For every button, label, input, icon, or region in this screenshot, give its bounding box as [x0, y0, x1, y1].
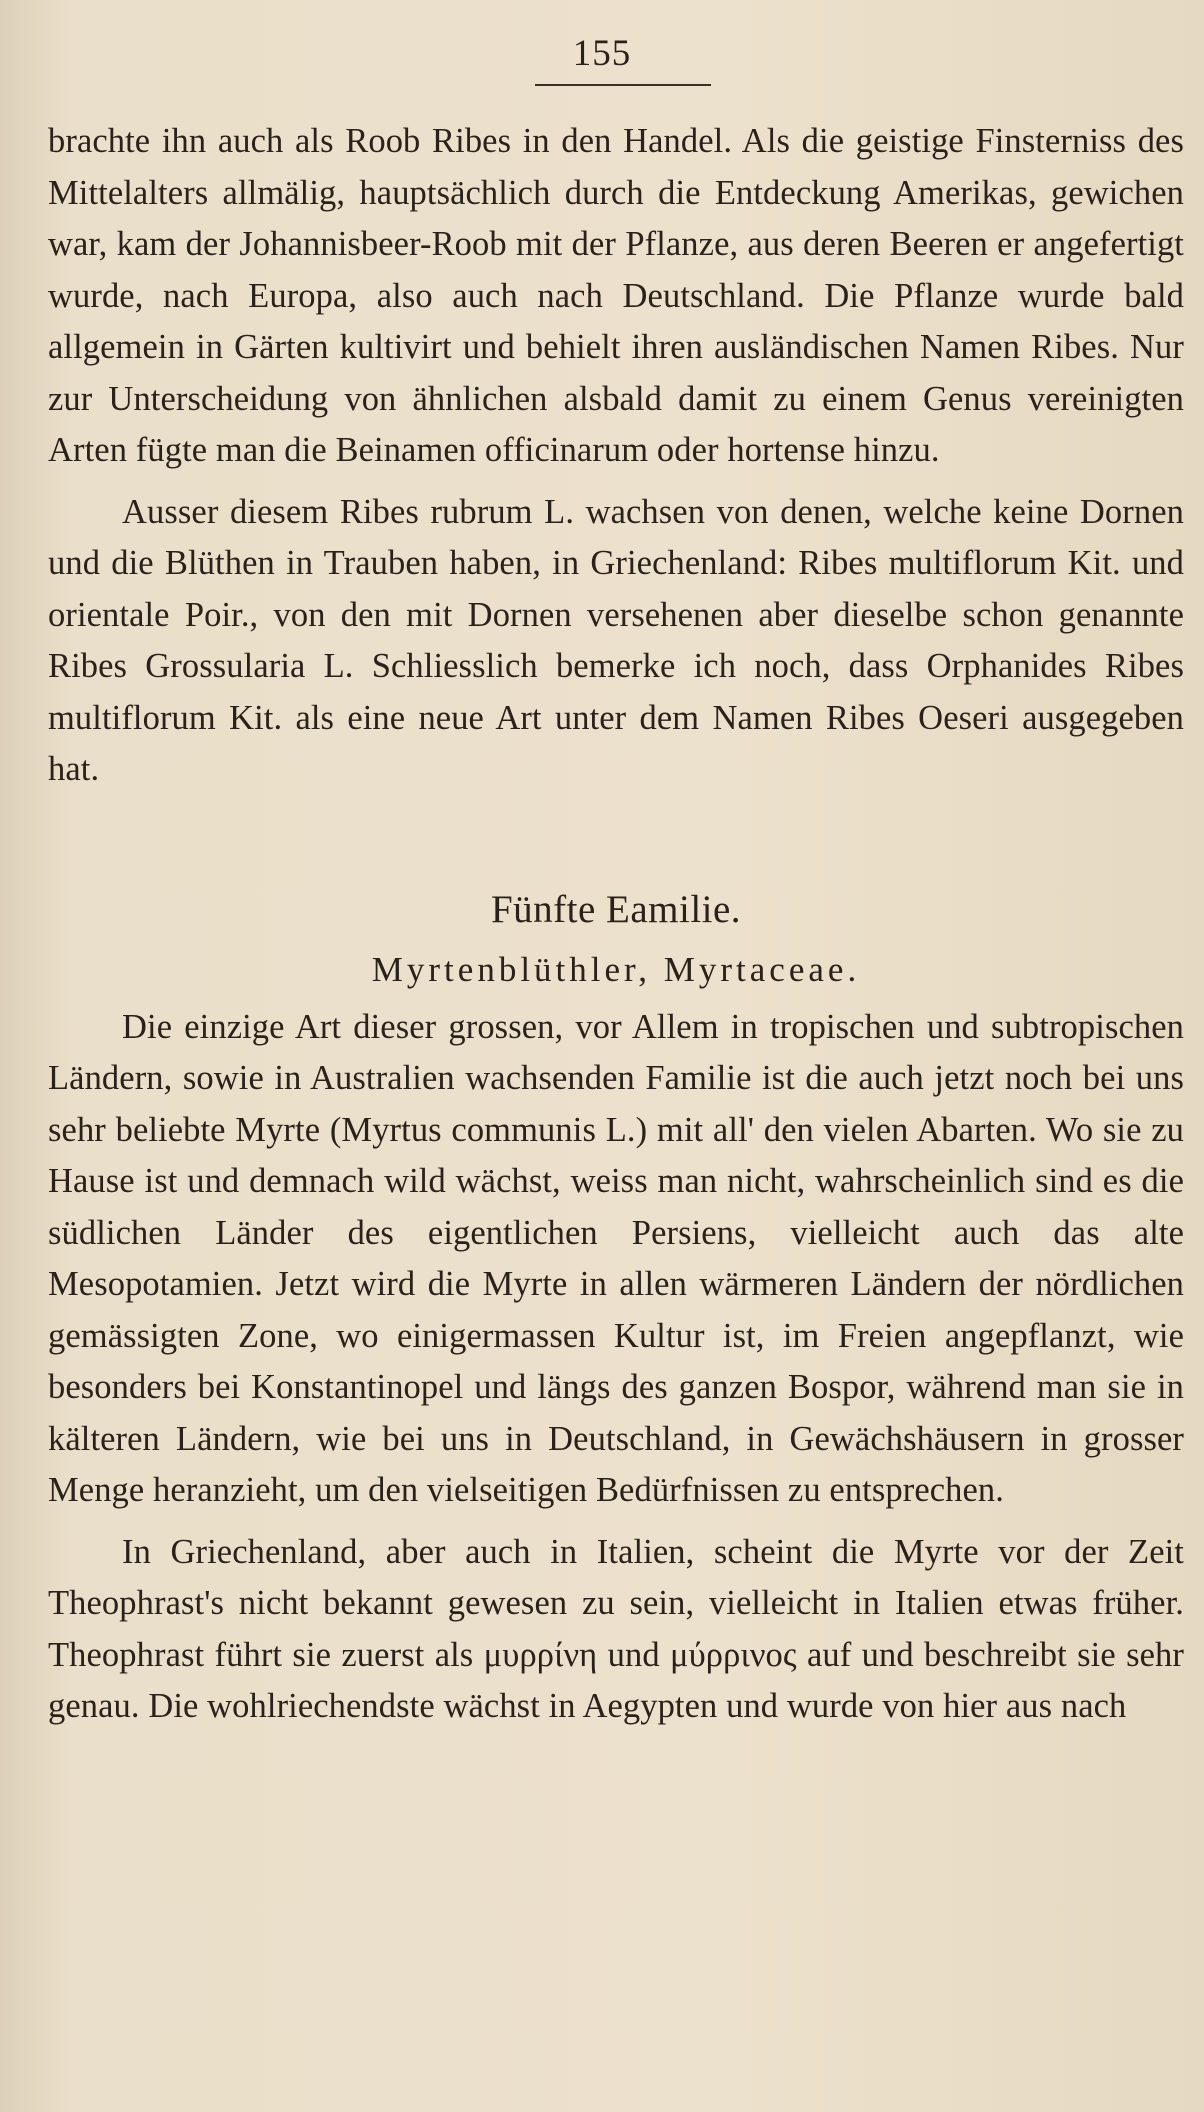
paragraph-myrtle-distribution: Die einzige Art dieser grossen, vor Allem in tropischen und subtropischen Ländern, sowie in Australien wachsenden Familie ist die auch jetzt noch bei uns sehr beliebte Myrte (Myrtus communis L.) mit all' den vielen Abarten. Wo sie zu Hause ist und demnach wild wächst, weiss man nicht, wahrscheinlich sind es die südlichen Länder des eigentlichen Persiens, vielleicht auch das alte Mesopotamien. Jetzt wird die Myrte in allen wärmeren Ländern der nördlichen gemässigten Zone, wo einigermassen Kultur ist, im Freien angepflanzt, wie besonders bei Konstantinopel und längs des ganzen Bospor, während man sie in kälteren Ländern, wie bei uns in Deutschland, in Gewächshäusern in grosser Menge heranzieht, um den vielseitigen Bedürfnissen zu entsprechen. — [48, 1007, 1184, 1509]
paragraph-myrtle-history: In Griechenland, aber auch in Italien, scheint die Myrte vor der Zeit Theophrast's nicht bekannt gewesen zu sein, vielleicht in Italien etwas früher. Theophrast führt sie zuerst als μυρρίνη und μύρρινος auf und beschreibt sie sehr genau. Die wohlriechendste wächst in Aegypten und wurde von hier aus nach — [48, 1532, 1184, 1725]
page-number: 155 — [572, 33, 632, 74]
body-text — [48, 116, 1184, 1733]
section-heading — [48, 882, 1184, 996]
paragraph-continued: brachte ihn auch als Roob Ribes in den Handel. Als die geistige Finsterniss des Mittelalters allmälig, hauptsächlich durch die Entdeckung Amerikas, gewichen war, kam der Johannisbeer-Roob mit der Pflanze, aus deren Beeren er angefertigt wurde, nach Europa, also auch nach Deutschland. Die Pflanze wurde bald allgemein in Gärten kultivirt und behielt ihren ausländischen Namen Ribes. Nur zur Unterscheidung von ähnlichen alsbald damit zu einem Genus vereinigten Arten fügte man die Beinamen officinarum oder hortense hinzu. — [48, 122, 1184, 469]
section-subtitle: Myrtenblüthler, Myrtaceae. — [371, 949, 861, 989]
page-number-rule — [535, 84, 711, 86]
paragraph-ribes-species: Ausser diesem Ribes rubrum L. wachsen von denen, welche keine Dornen und die Blüthen in Trauben haben, in Griechenland: Ribes multiflorum Kit. und orientale Poir., von den mit Dornen versehenen aber dieselbe schon genannte Ribes Grossularia L. Schliesslich bemerke ich noch, dass Orphanides Ribes multiflorum Kit. als eine neue Art unter dem Namen Ribes Oeseri ausgegeben hat. — [48, 492, 1184, 788]
section-title: Fünfte Eamilie. — [490, 887, 742, 931]
